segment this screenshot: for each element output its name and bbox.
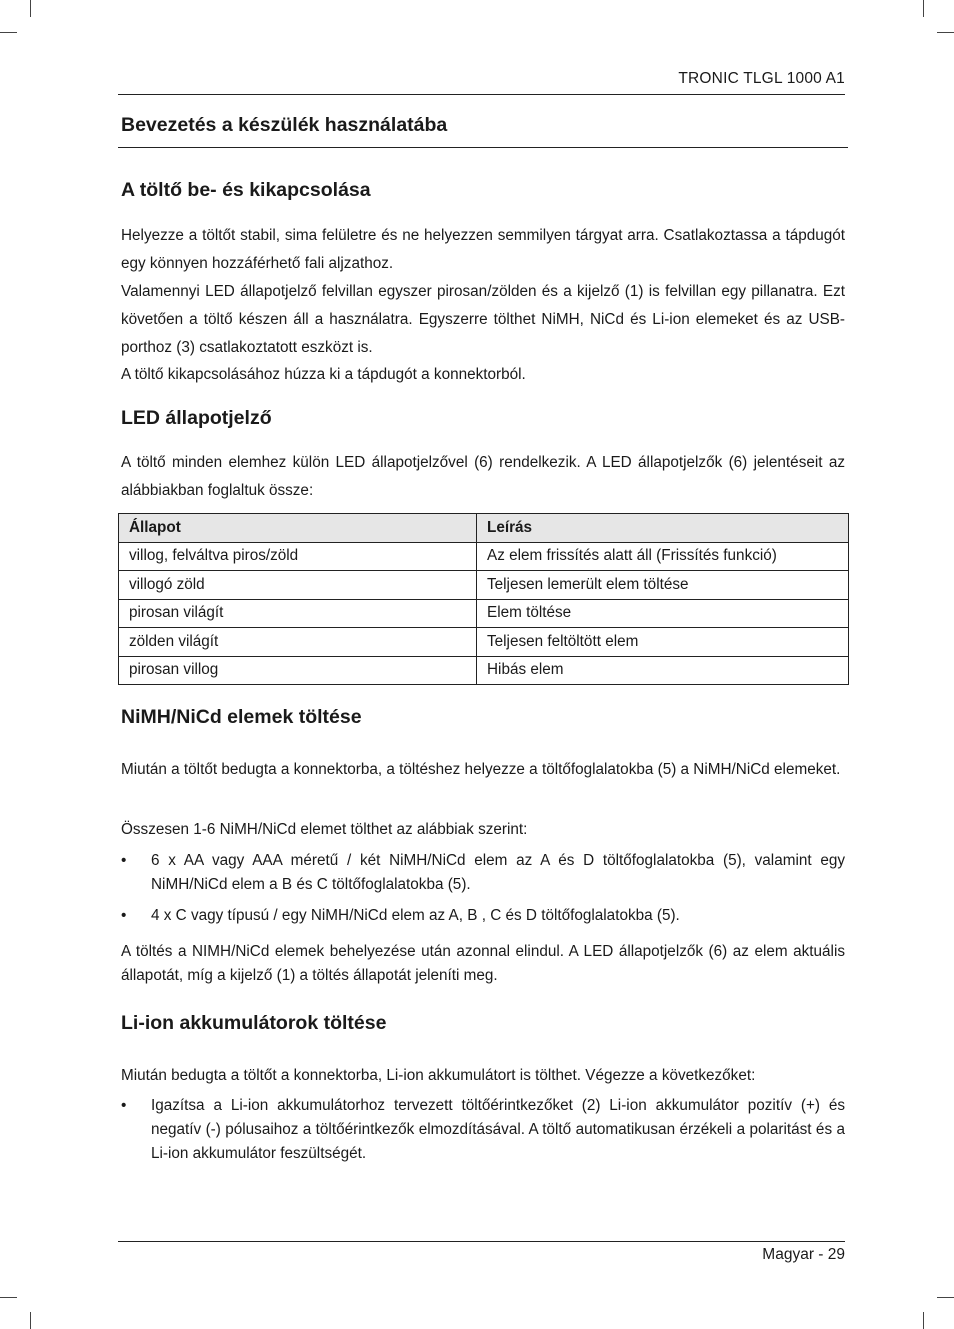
list-item (121, 1094, 845, 1166)
section-title-switch: A töltő be- és kikapcsolása (121, 179, 371, 201)
running-header: TRONIC TLGL 1000 A1 (678, 70, 845, 87)
table-cell: pirosan világít (119, 599, 477, 628)
table-cell: Elem töltése (477, 599, 849, 628)
section-title-liion: Li-ion akkumulátorok töltése (121, 1012, 387, 1034)
bullet-icon: • (121, 1097, 127, 1114)
table-cell: villogó zöld (119, 571, 477, 600)
crop-mark (923, 1312, 924, 1329)
crop-mark (0, 1297, 17, 1298)
section-title-nimh: NiMH/NiCd elemek töltése (121, 706, 362, 728)
header-divider (118, 94, 845, 95)
list-item (121, 849, 845, 897)
crop-mark (937, 1297, 954, 1298)
paragraph: A töltés a NIMH/NiCd elemek behelyezése után azonnal elindul. A LED állapotjelzők (6) az elem aktuális állapotát, míg a kijelző (1) a töltés állapotát jeleníti meg. (121, 943, 845, 984)
crop-mark (0, 32, 17, 33)
paragraph: Miután a töltőt bedugta a konnektorba, a töltéshez helyezze a töltőfoglalatokba (5) a NiMH/NiCd elemeket. (121, 761, 841, 778)
table-cell: Hibás elem (477, 656, 849, 685)
crop-mark (923, 0, 924, 17)
table-cell: pirosan villog (119, 656, 477, 685)
led-status-table (118, 513, 849, 685)
table-cell: zölden világít (119, 628, 477, 657)
paragraph: Valamennyi LED állapotjelző felvillan egyszer pirosan/zölden és a kijelző (1) is felvillan egy pillanatra. Ezt követően a töltő készen áll a használatra. Egyszerre tölthet NiMH, NiCd és Li-ion elemeket és az USB-porthoz (3) csatlakoztatott eszközt is. (121, 283, 845, 356)
table-row (119, 542, 849, 571)
crop-mark (30, 0, 31, 17)
table-row (119, 628, 849, 657)
paragraph: Összesen 1-6 NiMH/NiCd elemet tölthet az alábbiak szerint: (121, 821, 528, 838)
page-number: Magyar - 29 (762, 1246, 845, 1263)
bullet-icon: • (121, 852, 127, 869)
paragraph: A töltő kikapcsolásához húzza ki a tápdugót a konnektorból. (121, 366, 526, 383)
table-row (119, 571, 849, 600)
footer-divider (118, 1241, 845, 1242)
list-item-text: Igazítsa a Li-ion akkumulátorhoz tervezett töltőérintkezőket (2) Li-ion akkumulátor pozitív (+) és negatív (-) pólusaihoz a töltőérintkezők elmozdításával. A töltő automatikusan érzékeli a polaritást és a Li-ion akkumulátor feszültségét. (151, 1097, 845, 1162)
table-cell: Teljesen feltöltött elem (477, 628, 849, 657)
bullet-list (121, 1094, 845, 1166)
table-header-cell: Állapot (119, 514, 477, 543)
paragraph: Helyezze a töltőt stabil, sima felületre és ne helyezzen semmilyen tárgyat arra. Csatlakoztassa a tápdugót egy könnyen hozzáférhető fali aljzathoz. (121, 227, 845, 272)
list-item-text: 6 x AA vagy AAA méretű / két NiMH/NiCd elem az A és D töltőfoglalatokba (5), valamint egy NiMH/NiCd elem a B és C töltőfoglalatokba (5). (151, 852, 845, 893)
paragraph: A töltő minden elemhez külön LED állapotjelzővel (6) rendelkezik. A LED állapotjelzők (6) jelentéseit az alábbiakban foglaltuk össze: (121, 454, 845, 499)
crop-mark (30, 1312, 31, 1329)
crop-mark (937, 32, 954, 33)
table-cell: Teljesen lemerült elem töltése (477, 571, 849, 600)
bullet-icon: • (121, 907, 127, 924)
section-title-led: LED állapotjelző (121, 407, 272, 429)
bullet-list (121, 849, 845, 928)
list-item (121, 904, 845, 928)
table-row (119, 656, 849, 685)
list-item-text: 4 x C vagy típusú / egy NiMH/NiCd elem az A, B , C és D töltőfoglalatokba (5). (151, 907, 680, 924)
table-cell: Az elem frissítés alatt áll (Frissítés funkció) (477, 542, 849, 571)
table-cell: villog, felváltva piros/zöld (119, 542, 477, 571)
table-header-row (119, 514, 849, 543)
table-row (119, 599, 849, 628)
chapter-divider (118, 147, 848, 148)
paragraph: Miután bedugta a töltőt a konnektorba, Li-ion akkumulátort is tölthet. Végezze a következőket: (121, 1067, 756, 1084)
table-header-cell: Leírás (477, 514, 849, 543)
chapter-title: Bevezetés a készülék használatába (121, 114, 448, 136)
